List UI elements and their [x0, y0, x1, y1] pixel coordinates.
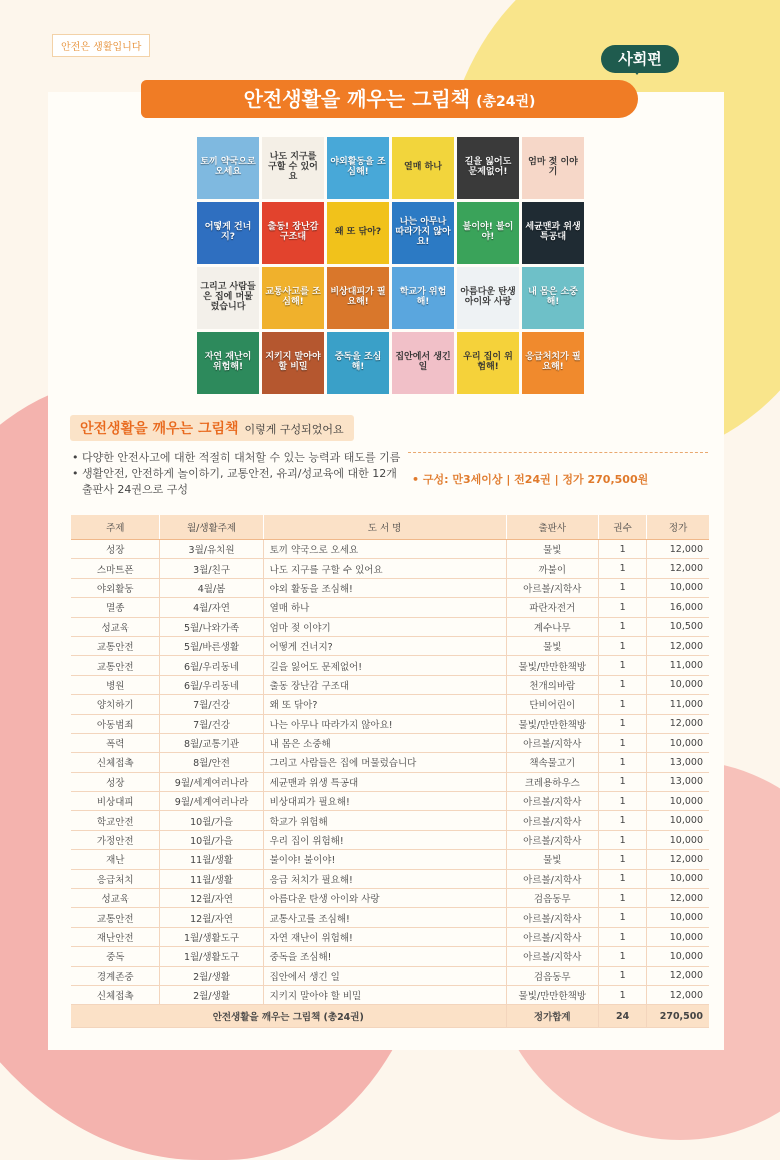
book-cover [262, 267, 324, 329]
book-cover [457, 137, 519, 199]
section-heading-title: 안전생활을 깨우는 그림책 [80, 421, 239, 437]
header-publisher: 출판사 [506, 515, 598, 540]
book-cover-title: 토끼 약국으로 오세요 [200, 157, 256, 177]
table-cell: 교통사고를 조심해! [263, 908, 506, 927]
table-cell: 5월/나와가족 [160, 617, 263, 636]
table-cell: 12월/자연 [160, 908, 263, 927]
table-cell: 3월/유치원 [160, 540, 263, 559]
book-cover [457, 332, 519, 394]
table-cell: 토끼 약국으로 오세요 [263, 540, 506, 559]
table-cell: 중독 [71, 947, 160, 966]
book-cover-title: 열매 하나 [404, 162, 442, 173]
table-cell: 응급 처치가 필요해! [263, 869, 506, 888]
table-cell: 아르볼/지학사 [506, 947, 598, 966]
header-title: 도 서 명 [263, 515, 506, 540]
table-row [71, 598, 709, 617]
table-cell: 나도 지구를 구할 수 있어요 [263, 559, 506, 578]
description-list [72, 450, 402, 498]
header-count: 권수 [599, 515, 647, 540]
book-table [71, 515, 709, 1028]
table-cell: 1 [599, 714, 647, 733]
table-cell: 재난 [71, 850, 160, 869]
composition-info: • 구성: 만3세이상 | 전24권 | 정가 270,500원 [412, 473, 649, 486]
table-cell: 1 [599, 540, 647, 559]
table-row [71, 850, 709, 869]
table-cell: 물빛/만만한책방 [506, 656, 598, 675]
table-row [71, 675, 709, 694]
book-cover-title: 길을 잃어도 문제없어! [464, 157, 512, 177]
table-cell: 내 몸은 소중해 [263, 733, 506, 752]
table-cell: 아르볼/지학사 [506, 733, 598, 752]
table-row [71, 578, 709, 597]
table-cell: 지키지 말아야 할 비밀 [263, 985, 506, 1004]
table-cell: 아르볼/지학사 [506, 908, 598, 927]
table-cell: 물빛 [506, 850, 598, 869]
table-cell: 열매 하나 [263, 598, 506, 617]
table-cell: 7월/건강 [160, 695, 263, 714]
table-cell: 10,000 [647, 675, 709, 694]
table-cell: 단비어린이 [506, 695, 598, 714]
table-cell: 아동범죄 [71, 714, 160, 733]
table-cell: 그리고 사람들은 집에 머물렀습니다 [263, 753, 506, 772]
table-cell: 경계존중 [71, 966, 160, 985]
table-cell: 물빛/만만한책방 [506, 714, 598, 733]
table-cell: 1 [599, 559, 647, 578]
footer-count: 24 [599, 1005, 647, 1028]
book-cover [327, 202, 389, 264]
book-cover-title: 학교가 위험해! [399, 287, 447, 307]
table-cell: 스마트폰 [71, 559, 160, 578]
table-cell: 12,000 [647, 540, 709, 559]
table-row [71, 772, 709, 791]
table-cell: 세균맨과 위생 특공대 [263, 772, 506, 791]
table-cell: 12,000 [647, 889, 709, 908]
table-cell: 12,000 [647, 714, 709, 733]
book-cover-title: 그리고 사람들은 집에 머물렀습니다 [200, 282, 256, 312]
table-cell: 1 [599, 753, 647, 772]
table-cell: 성교육 [71, 889, 160, 908]
table-cell: 폭력 [71, 733, 160, 752]
book-cover [327, 137, 389, 199]
table-cell: 8월/교통기관 [160, 733, 263, 752]
page-title [141, 80, 638, 118]
table-cell: 10,000 [647, 869, 709, 888]
table-cell: 10,000 [647, 733, 709, 752]
description-item: • 다양한 안전사고에 대한 적절히 대처할 수 있는 능력과 태도를 기름 [72, 450, 402, 466]
table-cell: 응급처치 [71, 869, 160, 888]
table-cell: 아르볼/지학사 [506, 869, 598, 888]
table-cell: 양치하기 [71, 695, 160, 714]
table-cell: 13,000 [647, 772, 709, 791]
table-cell: 10,000 [647, 830, 709, 849]
book-cover [522, 137, 584, 199]
table-cell: 1 [599, 985, 647, 1004]
table-cell: 엄마 젖 이야기 [263, 617, 506, 636]
category-tag: 사회편 [601, 45, 679, 73]
table-cell: 아르볼/지학사 [506, 830, 598, 849]
book-cover-title: 왜 또 닦아? [334, 227, 382, 238]
table-cell: 아름다운 탄생 아이와 사랑 [263, 889, 506, 908]
book-cover [392, 202, 454, 264]
table-cell: 출동 장난감 구조대 [263, 675, 506, 694]
table-cell: 교통안전 [71, 636, 160, 655]
table-cell: 교통안전 [71, 656, 160, 675]
book-cover [262, 202, 324, 264]
book-cover-title: 중독을 조심해! [334, 352, 382, 372]
book-cover-title: 아름다운 탄생 아이와 사랑 [460, 287, 516, 307]
table-cell: 12,000 [647, 850, 709, 869]
table-cell: 책속물고기 [506, 753, 598, 772]
table-row [71, 656, 709, 675]
book-cover [522, 267, 584, 329]
table-cell: 우리 집이 위험해! [263, 830, 506, 849]
table-cell: 1 [599, 598, 647, 617]
table-cell: 크레용하우스 [506, 772, 598, 791]
table-cell: 성장 [71, 540, 160, 559]
table-cell: 2월/생활 [160, 985, 263, 1004]
table-cell: 1월/생활도구 [160, 927, 263, 946]
table-cell: 물빛/만만한책방 [506, 985, 598, 1004]
table-cell: 1 [599, 947, 647, 966]
table-cell: 8월/안전 [160, 753, 263, 772]
book-cover-title: 집안에서 생긴 일 [395, 352, 451, 372]
table-row [71, 540, 709, 559]
table-cell: 10,000 [647, 578, 709, 597]
table-footer-row [71, 1005, 709, 1028]
book-cover [197, 332, 259, 394]
table-cell: 나는 아무나 따라가지 않아요! [263, 714, 506, 733]
table-cell: 5월/바른생활 [160, 636, 263, 655]
book-cover-title: 내 몸은 소중해! [528, 287, 578, 307]
table-cell: 1월/생활도구 [160, 947, 263, 966]
table-row [71, 733, 709, 752]
table-cell: 9월/세계여러나라 [160, 792, 263, 811]
table-cell: 1 [599, 617, 647, 636]
table-cell: 파란자전거 [506, 598, 598, 617]
section-heading-suffix: 이렇게 구성되었어요 [244, 423, 344, 436]
book-cover [197, 137, 259, 199]
table-cell: 10,000 [647, 908, 709, 927]
table-row [71, 966, 709, 985]
table-cell: 야외 활동을 조심해! [263, 578, 506, 597]
book-cover [522, 332, 584, 394]
book-cover [262, 332, 324, 394]
table-cell: 12,000 [647, 559, 709, 578]
book-cover-title: 자연 재난이 위험해! [204, 352, 252, 372]
table-row [71, 714, 709, 733]
table-cell: 1 [599, 966, 647, 985]
table-cell: 1 [599, 675, 647, 694]
table-cell: 어떻게 건너지? [263, 636, 506, 655]
book-cover-title: 나도 지구를 구할 수 있어요 [268, 152, 318, 182]
table-row [71, 695, 709, 714]
description-item: • 생활안전, 안전하게 놀이하기, 교통안전, 유괴/성교육에 대한 12개 출판사 24권으로 구성 [72, 466, 402, 498]
table-cell: 물빛 [506, 540, 598, 559]
footer-total-label: 정가합계 [506, 1005, 598, 1028]
table-cell: 성장 [71, 772, 160, 791]
footer-price: 270,500 [647, 1005, 709, 1028]
section-heading [70, 415, 354, 441]
table-cell: 1 [599, 656, 647, 675]
table-row [71, 792, 709, 811]
table-cell: 1 [599, 578, 647, 597]
table-cell: 아르볼/지학사 [506, 811, 598, 830]
table-cell: 야외활동 [71, 578, 160, 597]
table-cell: 1 [599, 908, 647, 927]
table-row [71, 869, 709, 888]
table-cell: 신체접촉 [71, 985, 160, 1004]
dashed-divider [408, 452, 708, 453]
table-cell: 1 [599, 772, 647, 791]
table-cell: 아르볼/지학사 [506, 927, 598, 946]
table-cell: 2월/생활 [160, 966, 263, 985]
book-cover-title: 지키지 말아야 할 비밀 [265, 352, 321, 372]
brand-label: 안전은 생활입니다 [52, 34, 150, 57]
book-cover-title: 우리 집이 위험해! [463, 352, 513, 372]
book-cover [392, 137, 454, 199]
book-cover [197, 267, 259, 329]
table-cell: 10월/가을 [160, 830, 263, 849]
table-cell: 7월/건강 [160, 714, 263, 733]
table-cell: 검음동무 [506, 966, 598, 985]
book-cover [392, 267, 454, 329]
table-cell: 병원 [71, 675, 160, 694]
book-cover-title: 어떻게 건너지? [204, 222, 252, 242]
table-cell: 10,000 [647, 927, 709, 946]
book-cover [392, 332, 454, 394]
table-cell: 4월/자연 [160, 598, 263, 617]
table-cell: 1 [599, 869, 647, 888]
header-topic: 주제 [71, 515, 160, 540]
table-cell: 10,000 [647, 947, 709, 966]
table-cell: 1 [599, 927, 647, 946]
table-cell: 천개의바람 [506, 675, 598, 694]
table-cell: 아르볼/지학사 [506, 578, 598, 597]
title-main: 안전생활을 깨우는 그림책 [243, 87, 471, 111]
table-cell: 계수나무 [506, 617, 598, 636]
book-cover-title: 응급처치가 필요해! [525, 352, 581, 372]
table-row [71, 927, 709, 946]
table-row [71, 559, 709, 578]
table-cell: 비상대피 [71, 792, 160, 811]
table-header-row [71, 515, 709, 540]
book-cover-title: 야외활동을 조심해! [330, 157, 386, 177]
book-cover [522, 202, 584, 264]
table-cell: 10,000 [647, 811, 709, 830]
footer-label: 안전생활을 깨우는 그림책 (총24권) [71, 1005, 506, 1028]
table-cell: 11월/생활 [160, 850, 263, 869]
header-month: 월/생활주제 [160, 515, 263, 540]
table-cell: 재난안전 [71, 927, 160, 946]
table-cell: 교통안전 [71, 908, 160, 927]
table-row [71, 830, 709, 849]
table-row [71, 947, 709, 966]
book-cover-title: 불이야! 불이야! [462, 222, 514, 242]
table-cell: 검음동무 [506, 889, 598, 908]
table-cell: 12,000 [647, 985, 709, 1004]
book-cover [457, 267, 519, 329]
table-cell: 가정안전 [71, 830, 160, 849]
table-cell: 12월/자연 [160, 889, 263, 908]
table-cell: 성교육 [71, 617, 160, 636]
table-cell: 13,000 [647, 753, 709, 772]
table-cell: 10월/가을 [160, 811, 263, 830]
book-cover-title: 엄마 젖 이야기 [528, 157, 578, 177]
table-cell: 1 [599, 889, 647, 908]
table-cell: 3월/친구 [160, 559, 263, 578]
table-row [71, 617, 709, 636]
table-cell: 학교안전 [71, 811, 160, 830]
table-row [71, 811, 709, 830]
table-row [71, 636, 709, 655]
table-cell: 신체접촉 [71, 753, 160, 772]
table-cell: 멸종 [71, 598, 160, 617]
table-cell: 11월/생활 [160, 869, 263, 888]
book-cover [457, 202, 519, 264]
book-cover-title: 교통사고를 조심해! [265, 287, 321, 307]
table-cell: 1 [599, 733, 647, 752]
table-cell: 6월/우리동네 [160, 656, 263, 675]
book-cover-title: 출동! 장난감 구조대 [267, 222, 319, 242]
table-row [71, 753, 709, 772]
book-cover [327, 267, 389, 329]
table-cell: 1 [599, 811, 647, 830]
table-cell: 1 [599, 695, 647, 714]
table-cell: 왜 또 닦아? [263, 695, 506, 714]
table-cell: 불이야! 불이야! [263, 850, 506, 869]
table-cell: 까불이 [506, 559, 598, 578]
table-row [71, 889, 709, 908]
table-cell: 중독을 조심해! [263, 947, 506, 966]
table-cell: 4월/봄 [160, 578, 263, 597]
table-cell: 비상대피가 필요해! [263, 792, 506, 811]
book-cover [197, 202, 259, 264]
table-cell: 1 [599, 636, 647, 655]
book-cover [327, 332, 389, 394]
table-cell: 집안에서 생긴 일 [263, 966, 506, 985]
table-cell: 12,000 [647, 636, 709, 655]
table-row [71, 985, 709, 1004]
table-cell: 물빛 [506, 636, 598, 655]
table-row [71, 908, 709, 927]
book-cover-title: 세균맨과 위생 특공대 [525, 222, 581, 242]
table-cell: 길을 잃어도 문제없어! [263, 656, 506, 675]
table-cell: 1 [599, 850, 647, 869]
table-cell: 아르볼/지학사 [506, 792, 598, 811]
table-cell: 6월/우리동네 [160, 675, 263, 694]
table-cell: 16,000 [647, 598, 709, 617]
book-cover-grid [197, 137, 583, 395]
table-cell: 1 [599, 830, 647, 849]
title-sub: (총24권) [476, 94, 536, 110]
table-cell: 9월/세계여러나라 [160, 772, 263, 791]
header-price: 정가 [647, 515, 709, 540]
table-cell: 11,000 [647, 656, 709, 675]
book-cover-title: 나는 아무나 따라가지 않아요! [395, 217, 451, 247]
book-cover-title: 비상대피가 필요해! [330, 287, 386, 307]
table-cell: 11,000 [647, 695, 709, 714]
table-cell: 자연 재난이 위험해! [263, 927, 506, 946]
table-cell: 10,000 [647, 792, 709, 811]
table-cell: 10,500 [647, 617, 709, 636]
table-cell: 학교가 위험해 [263, 811, 506, 830]
table-cell: 12,000 [647, 966, 709, 985]
book-cover [262, 137, 324, 199]
table-cell: 1 [599, 792, 647, 811]
